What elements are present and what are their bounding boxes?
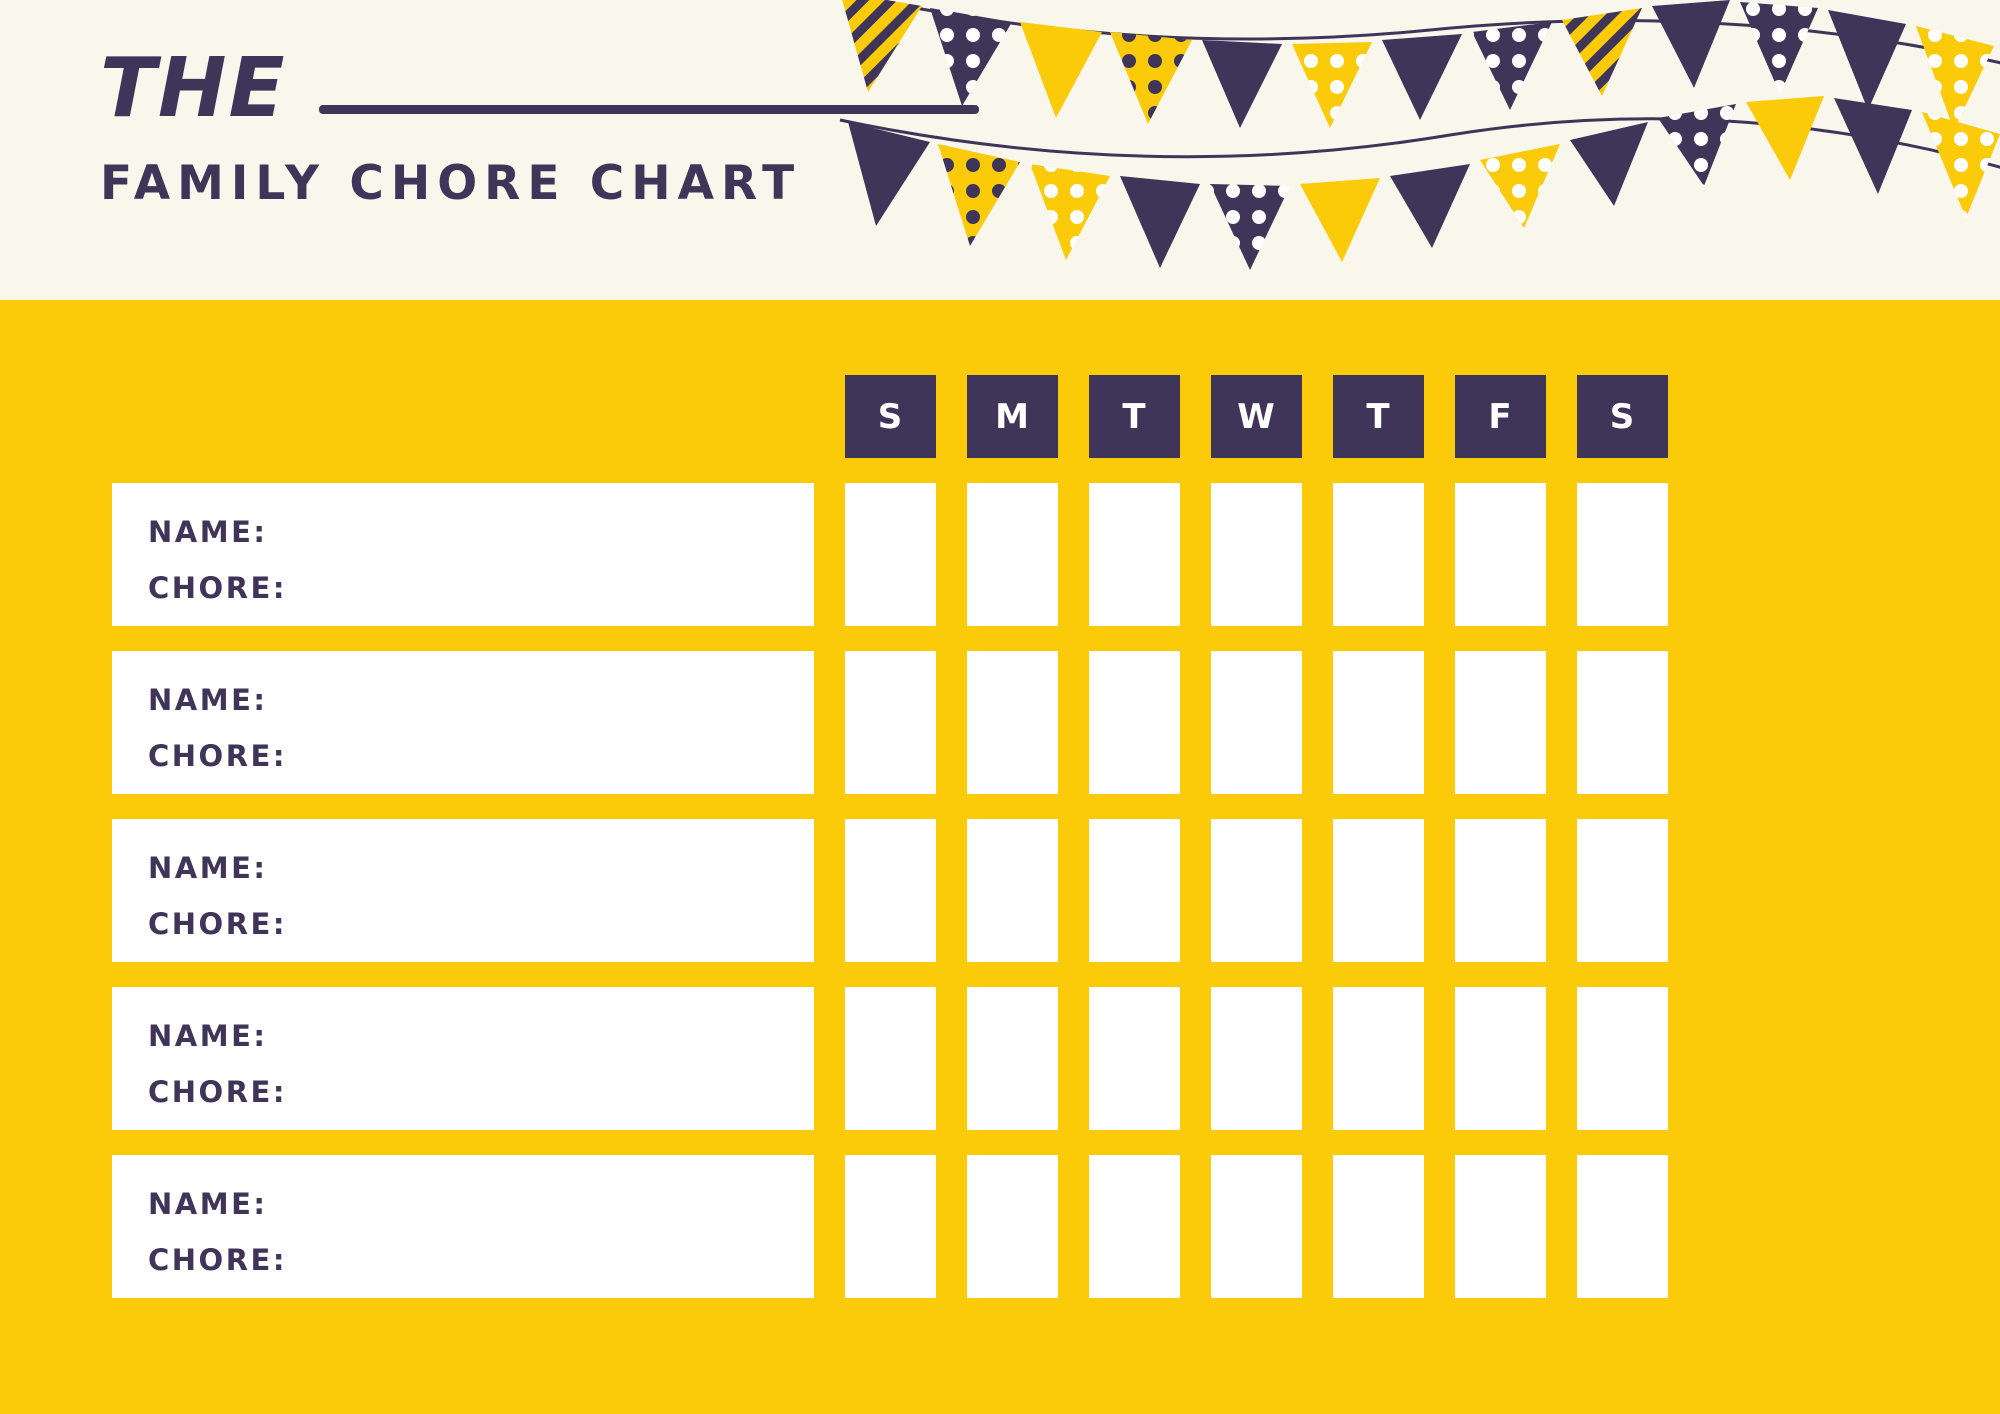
chore-label: CHORE: <box>148 1243 287 1277</box>
name-label: NAME: <box>148 851 268 885</box>
check-cell-saturday[interactable] <box>1577 483 1668 626</box>
name-label: NAME: <box>148 1187 268 1221</box>
page-subtitle: FAMILY CHORE CHART <box>100 156 802 211</box>
check-cell-wednesday[interactable] <box>1211 483 1302 626</box>
check-cell-thursday[interactable] <box>1333 483 1424 626</box>
check-cell-wednesday[interactable] <box>1211 1155 1302 1298</box>
check-cell-friday[interactable] <box>1455 1155 1546 1298</box>
table-row <box>112 819 1912 962</box>
chore-label: CHORE: <box>148 571 287 605</box>
day-header-thursday: T <box>1333 375 1424 458</box>
check-cell-sunday[interactable] <box>845 1155 936 1298</box>
check-cell-wednesday[interactable] <box>1211 651 1302 794</box>
table-row <box>112 483 1912 626</box>
check-cell-monday[interactable] <box>967 483 1058 626</box>
chore-grid <box>112 375 1912 1298</box>
check-cell-sunday[interactable] <box>845 651 936 794</box>
header <box>0 0 2000 300</box>
day-header-saturday: S <box>1577 375 1668 458</box>
day-header-friday: F <box>1455 375 1546 458</box>
check-cell-friday[interactable] <box>1455 819 1546 962</box>
check-cell-wednesday[interactable] <box>1211 987 1302 1130</box>
check-cell-monday[interactable] <box>967 651 1058 794</box>
name-chore-box[interactable] <box>112 483 814 626</box>
check-cell-saturday[interactable] <box>1577 1155 1668 1298</box>
chore-label: CHORE: <box>148 907 287 941</box>
check-cell-thursday[interactable] <box>1333 987 1424 1130</box>
check-cell-friday[interactable] <box>1455 987 1546 1130</box>
check-cell-thursday[interactable] <box>1333 651 1424 794</box>
check-cell-tuesday[interactable] <box>1089 483 1180 626</box>
check-cell-friday[interactable] <box>1455 651 1546 794</box>
check-cell-sunday[interactable] <box>845 987 936 1130</box>
name-chore-box[interactable] <box>112 819 814 962</box>
name-chore-box[interactable] <box>112 1155 814 1298</box>
chore-label: CHORE: <box>148 739 287 773</box>
check-cell-tuesday[interactable] <box>1089 651 1180 794</box>
chart-body <box>0 300 2000 1414</box>
check-cell-friday[interactable] <box>1455 483 1546 626</box>
check-cell-saturday[interactable] <box>1577 819 1668 962</box>
check-cell-monday[interactable] <box>967 987 1058 1130</box>
day-header-sunday: S <box>845 375 936 458</box>
table-row <box>112 987 1912 1130</box>
check-cell-sunday[interactable] <box>845 483 936 626</box>
check-cell-tuesday[interactable] <box>1089 987 1180 1130</box>
name-label: NAME: <box>148 683 268 717</box>
chore-label: CHORE: <box>148 1075 287 1109</box>
day-header-row <box>845 375 1912 458</box>
name-chore-box[interactable] <box>112 651 814 794</box>
check-cell-monday[interactable] <box>967 1155 1058 1298</box>
check-cell-thursday[interactable] <box>1333 819 1424 962</box>
name-label: NAME: <box>148 1019 268 1053</box>
check-cell-thursday[interactable] <box>1333 1155 1424 1298</box>
table-row <box>112 651 1912 794</box>
check-cell-wednesday[interactable] <box>1211 819 1302 962</box>
check-cell-tuesday[interactable] <box>1089 819 1180 962</box>
day-header-tuesday: T <box>1089 375 1180 458</box>
check-cell-saturday[interactable] <box>1577 987 1668 1130</box>
page-title: THE <box>100 41 287 136</box>
check-cell-tuesday[interactable] <box>1089 1155 1180 1298</box>
name-chore-box[interactable] <box>112 987 814 1130</box>
table-row <box>112 1155 1912 1298</box>
day-header-monday: M <box>967 375 1058 458</box>
name-label: NAME: <box>148 515 268 549</box>
day-header-wednesday: W <box>1211 375 1302 458</box>
check-cell-sunday[interactable] <box>845 819 936 962</box>
check-cell-saturday[interactable] <box>1577 651 1668 794</box>
bunting-banner-icon <box>830 0 2000 270</box>
check-cell-monday[interactable] <box>967 819 1058 962</box>
